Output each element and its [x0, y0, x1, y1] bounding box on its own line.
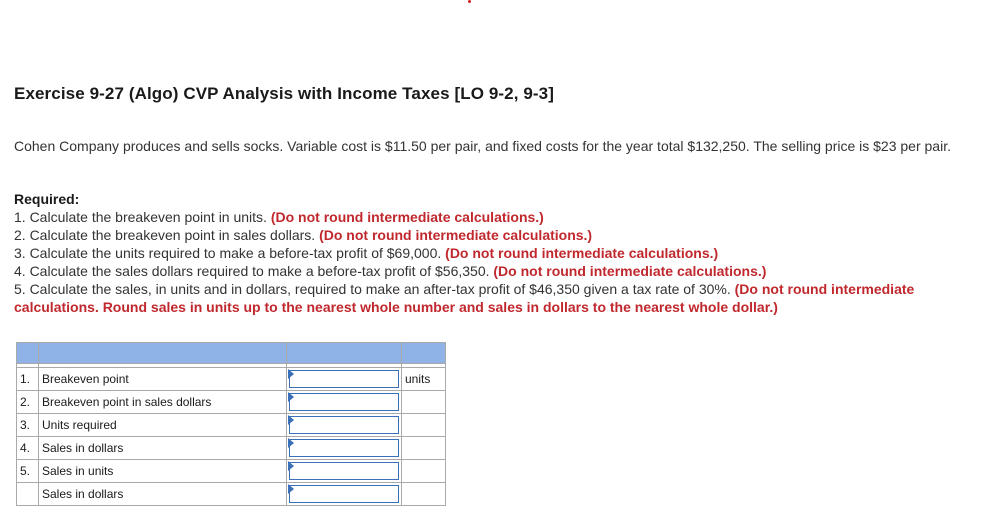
row-number — [17, 483, 39, 506]
requirement-text: 3. Calculate the units required to make a before-tax profit of $69,000. — [14, 245, 446, 261]
sales-dollars-input[interactable] — [289, 439, 399, 457]
requirement-5 — [14, 280, 964, 316]
input-marker-icon — [288, 484, 294, 494]
requirement-note: (Do not round intermediate calculations.) — [270, 209, 544, 225]
row-label: Units required — [39, 414, 287, 437]
requirement-note: (Do not round intermediate calculations.) — [319, 227, 593, 243]
answer-cell — [287, 460, 402, 483]
answer-cell — [287, 437, 402, 460]
answer-cell — [287, 483, 402, 506]
table-header-row — [17, 343, 446, 364]
sales-in-units-input[interactable] — [289, 462, 399, 480]
requirement-2 — [14, 226, 964, 244]
exercise-title: Exercise 9-27 (Algo) CVP Analysis with Income Taxes [LO 9-2, 9-3] — [14, 84, 554, 103]
requirement-text: 4. Calculate the sales dollars required to make a before-tax profit of $56,350. — [14, 263, 494, 279]
breakeven-sales-dollars-input[interactable] — [289, 393, 399, 411]
header-cell — [287, 343, 402, 364]
input-marker-icon — [288, 392, 294, 402]
breakeven-units-input[interactable] — [289, 370, 399, 388]
requirements-list — [14, 208, 964, 316]
answer-table — [16, 342, 446, 506]
requirement-note: (Do not round intermediate calculations. Round sales in units up to the nearest whole number and sales in dollars to the nearest whole dollar.) — [14, 281, 915, 315]
row-number: 4. — [17, 437, 39, 460]
requirement-4 — [14, 262, 964, 280]
indicator-dot — [468, 0, 471, 3]
requirement-note: (Do not round intermediate calculations.) — [493, 263, 767, 279]
row-number: 1. — [17, 368, 39, 391]
answer-cell — [287, 368, 402, 391]
required-heading: Required: — [14, 191, 80, 207]
unit-label — [402, 414, 446, 437]
header-cell — [39, 343, 287, 364]
input-marker-icon — [288, 461, 294, 471]
unit-label: units — [402, 368, 446, 391]
table-row — [17, 460, 446, 483]
requirement-note: (Do not round intermediate calculations.) — [445, 245, 719, 261]
unit-label — [402, 460, 446, 483]
unit-label — [402, 437, 446, 460]
row-label: Breakeven point — [39, 368, 287, 391]
table-row — [17, 437, 446, 460]
row-label: Sales in dollars — [39, 437, 287, 460]
answer-cell — [287, 414, 402, 437]
unit-label — [402, 391, 446, 414]
unit-label — [402, 483, 446, 506]
input-marker-icon — [288, 369, 294, 379]
table-row — [17, 391, 446, 414]
problem-intro: Cohen Company produces and sells socks. Variable cost is $11.50 per pair, and fixed costs for the year total $132,250. The selling price is $23 per pair. — [14, 138, 951, 154]
answer-cell — [287, 391, 402, 414]
header-cell — [402, 343, 446, 364]
row-number: 3. — [17, 414, 39, 437]
table-row — [17, 483, 446, 506]
header-cell — [17, 343, 39, 364]
units-required-input[interactable] — [289, 416, 399, 434]
row-number: 5. — [17, 460, 39, 483]
requirement-text: 2. Calculate the breakeven point in sales dollars. — [14, 227, 320, 243]
input-marker-icon — [288, 438, 294, 448]
row-number: 2. — [17, 391, 39, 414]
row-label: Breakeven point in sales dollars — [39, 391, 287, 414]
table-row — [17, 414, 446, 437]
row-label: Sales in dollars — [39, 483, 287, 506]
requirement-text: 5. Calculate the sales, in units and in dollars, required to make an after-tax profit of $46,350 given a tax rate of 30%. — [14, 281, 735, 297]
requirement-1 — [14, 208, 964, 226]
after-tax-sales-dollars-input[interactable] — [289, 485, 399, 503]
requirement-3 — [14, 244, 964, 262]
requirement-text: 1. Calculate the breakeven point in units. — [14, 209, 271, 225]
row-label: Sales in units — [39, 460, 287, 483]
input-marker-icon — [288, 415, 294, 425]
table-row — [17, 368, 446, 391]
